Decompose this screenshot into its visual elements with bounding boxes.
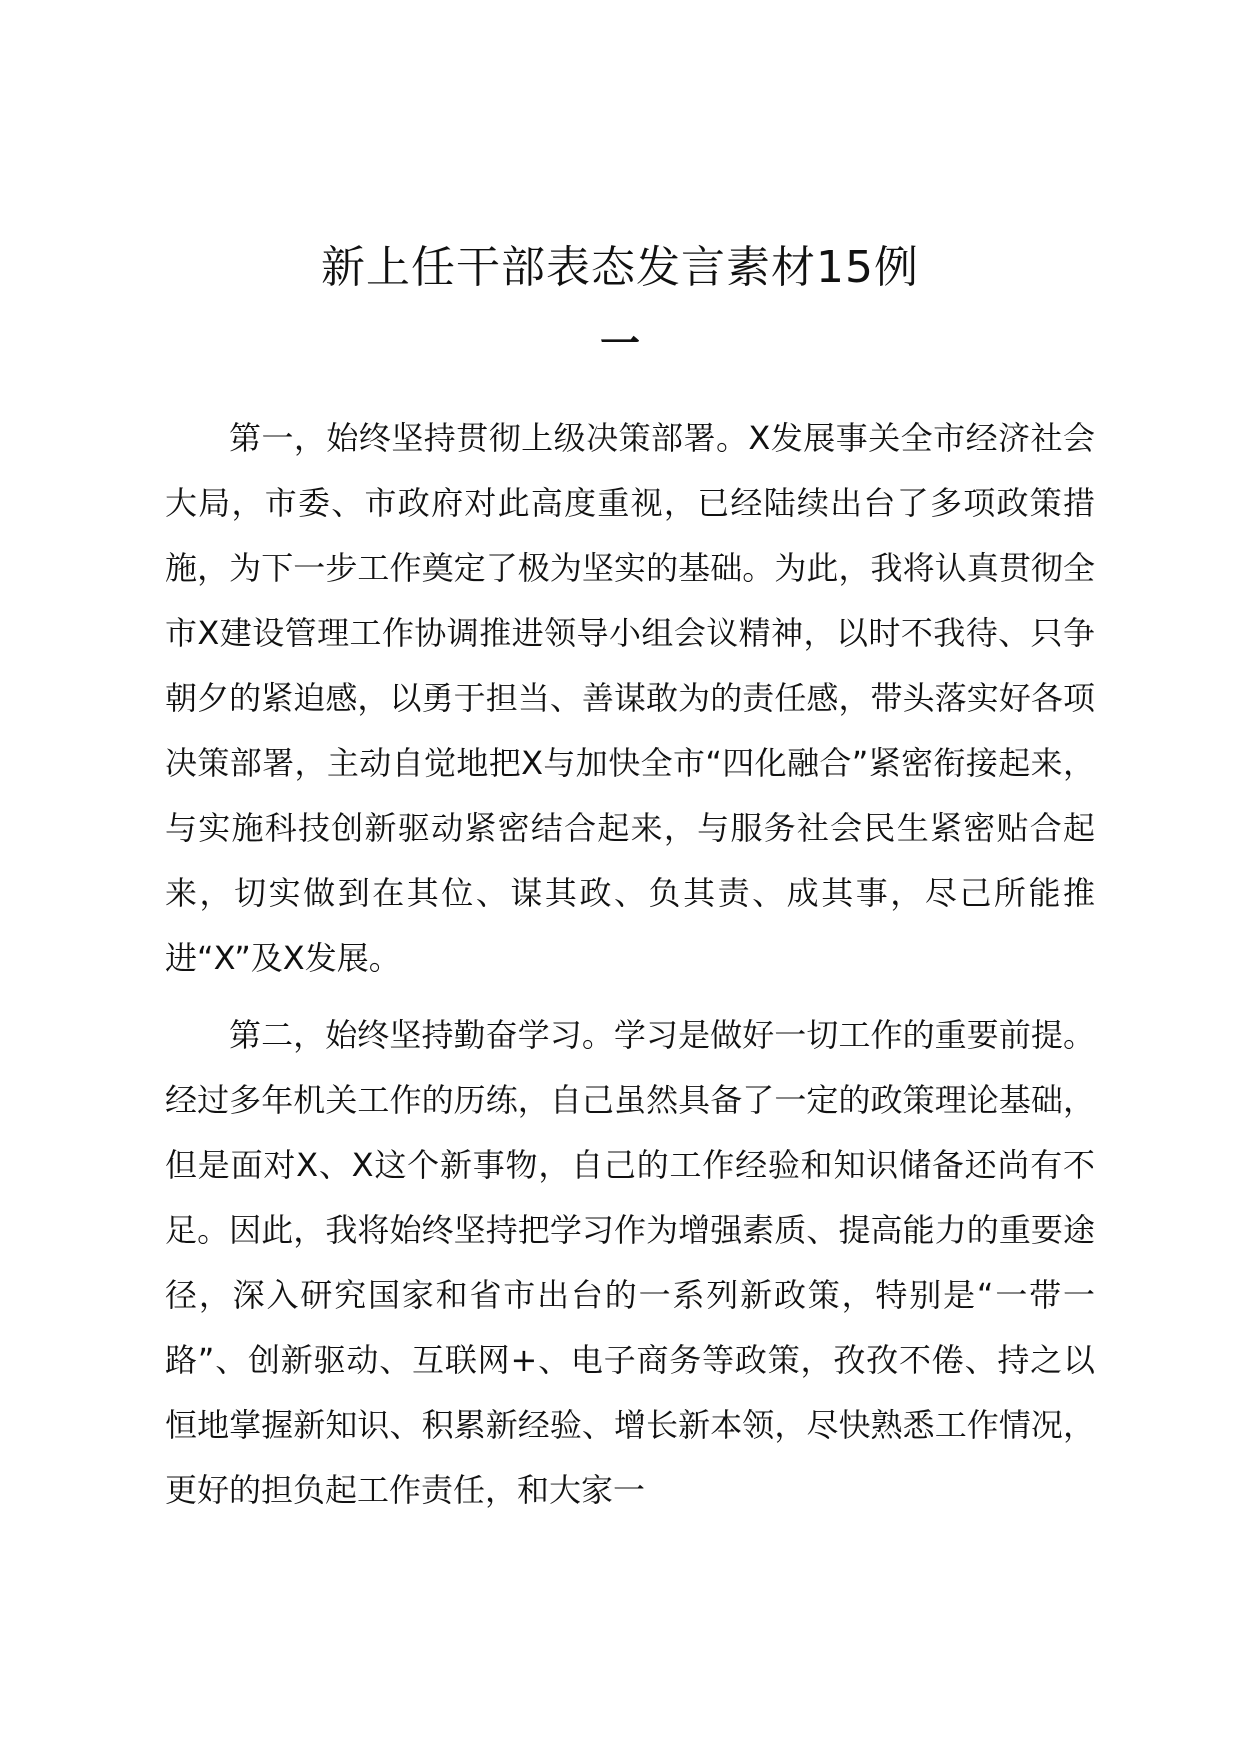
paragraph: 第一，始终坚持贯彻上级决策部署。X发展事关全市经济社会大局，市委、市政府对此高度重视，已经陆续出台了多项政策措施，为下一步工作奠定了极为坚实的基础。为此，我将认真贯彻全市X建设管理工作协调推进领导小组会议精神，以时不我待、只争朝夕的紧迫感，以勇于担当、善谋敢为的责任感，带头落实好各项决策部署，主动自觉地把X与加快全市“四化融合”紧密衔接起来，与实施科技创新驱动紧密结合起来，与服务社会民生紧密贴合起来，切实做到在其位、谋其政、负其责、成其事，尽己所能推进“X”及X发展。 [165,419,1095,977]
paragraph: 第二，始终坚持勤奋学习。学习是做好一切工作的重要前提。经过多年机关工作的历练，自己虽然具备了一定的政策理论基础，但是面对X、X这个新事物，自己的工作经验和知识储备还尚有不足。因此，我将始终坚持把学习作为增强素质、提高能力的重要途径，深入研究国家和省市出台的一系列新政策，特别是“一带一路”、创新驱动、互联网+、电子商务等政策，孜孜不倦、持之以恒地掌握新知识、积累新经验、增长新本领，尽快熟悉工作情况，更好的担负起工作责任，和大家一 [165,1016,1095,1509]
section-number: 一 [600,321,640,367]
document-title: 新上任干部表态发言素材15例 [321,242,919,293]
document-body [165,406,1095,1535]
